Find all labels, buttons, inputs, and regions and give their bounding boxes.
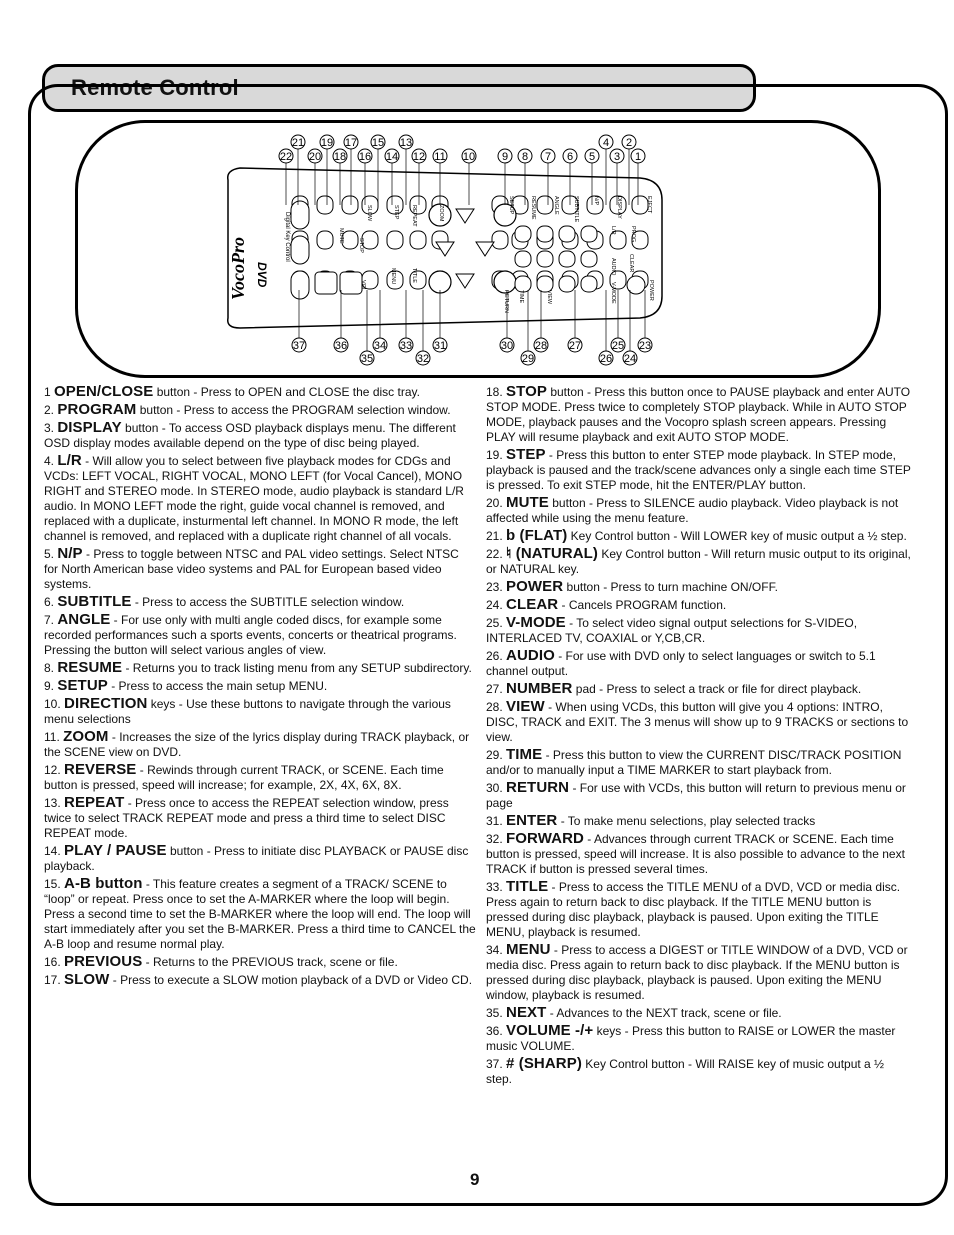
- item-description: pad - Press to select a track or file for direct playback.: [572, 682, 862, 696]
- number-key: [559, 251, 575, 267]
- item-description: - Returns to the PREVIOUS track, scene or file.: [142, 955, 398, 969]
- number-key: [581, 251, 597, 267]
- callout-number: 33: [399, 340, 413, 352]
- item-number: 25.: [486, 616, 507, 630]
- callout-24: [623, 351, 637, 365]
- callout-number: 4: [602, 137, 610, 149]
- description-item: [44, 546, 476, 592]
- digital-key-control-label: Digital Key Control: [284, 212, 290, 262]
- callout-number: 10: [462, 151, 476, 163]
- description-item: [44, 762, 476, 793]
- description-item: [486, 813, 912, 829]
- callout-17: [344, 135, 358, 149]
- remote-button: [492, 231, 508, 249]
- item-number: 8.: [44, 661, 58, 675]
- callout-number: 18: [333, 151, 347, 163]
- item-term: REPEAT: [64, 794, 125, 811]
- item-description: button - To access OSD playback displays menu. The different OSD display modes available depend on the type of disc being played.: [44, 421, 456, 450]
- item-description: button - Press to SILENCE audio playback. Video playback is not affected while using the menu feature.: [486, 496, 899, 525]
- item-number: 28.: [486, 700, 507, 714]
- item-description: - Advances to the NEXT track, scene or file.: [546, 1006, 782, 1020]
- callout-number: 24: [623, 353, 637, 365]
- descriptions-left-column: [44, 384, 476, 990]
- item-description: - Press to toggle between NTSC and PAL video settings. Select NTSC for North American base video systems and PAL for European based video systems.: [44, 547, 459, 591]
- remote-button-label: VOL: [360, 280, 366, 292]
- key-control-button: [291, 201, 309, 229]
- item-term: V-MODE: [506, 614, 566, 631]
- item-description: keys - Use these buttons to navigate through the various menu selections: [44, 697, 451, 726]
- item-number: 15.: [44, 877, 65, 891]
- callout-27: [568, 338, 582, 352]
- callout-15: [371, 135, 385, 149]
- callout-number: 7: [544, 151, 552, 163]
- description-item: [486, 1005, 912, 1021]
- remote-button-label: STOP: [358, 238, 364, 253]
- description-item: [44, 696, 476, 727]
- description-item: [44, 972, 476, 988]
- remote-button-label: ZOOM: [438, 205, 444, 222]
- remote-illustration: [0, 0, 954, 400]
- description-item: [486, 615, 912, 646]
- callout-1: [631, 149, 645, 163]
- item-number: 21.: [486, 529, 507, 543]
- item-number: 5.: [44, 547, 58, 561]
- callout-number: 15: [371, 137, 385, 149]
- item-term: ANGLE: [57, 611, 111, 628]
- callout-number: 1: [634, 151, 642, 163]
- callout-number: 37: [292, 340, 306, 352]
- item-term: TITLE: [506, 878, 549, 895]
- item-number: 7.: [44, 613, 58, 627]
- item-term: ♮ (NATURAL): [506, 545, 599, 562]
- callout-number: 19: [320, 137, 334, 149]
- item-number: 12.: [44, 763, 65, 777]
- item-term: OPEN/CLOSE: [54, 383, 154, 400]
- item-number: 34.: [486, 943, 507, 957]
- item-number: 31.: [486, 814, 507, 828]
- description-item: [44, 729, 476, 760]
- callout-number: 12: [412, 151, 426, 163]
- item-number: 20.: [486, 496, 507, 510]
- callout-number: 30: [500, 340, 514, 352]
- volume-minus-button: [315, 272, 337, 294]
- callout-4: [599, 135, 613, 149]
- number-key: [581, 226, 597, 242]
- callout-3: [610, 149, 624, 163]
- callout-number: 35: [360, 353, 374, 365]
- descriptions-right-column: [486, 384, 912, 1089]
- description-item: [486, 546, 912, 577]
- item-number: 16.: [44, 955, 65, 969]
- number-key: [581, 276, 597, 292]
- item-number: 13.: [44, 796, 65, 810]
- callout-26: [599, 351, 613, 365]
- callout-number: 23: [638, 340, 652, 352]
- item-number: 9.: [44, 679, 58, 693]
- item-term: ZOOM: [63, 728, 109, 745]
- remote-button: [410, 231, 426, 249]
- description-item: [486, 1056, 912, 1087]
- description-item: [44, 420, 476, 451]
- callout-number: 36: [334, 340, 348, 352]
- callout-32: [416, 351, 430, 365]
- item-description: - Rewinds through current TRACK, or SCENE. Each time button is pressed, speed will increase; for example, 2X, 4X, 6X, 8X.: [44, 763, 444, 792]
- item-number: 22.: [486, 547, 507, 561]
- description-item: [44, 795, 476, 841]
- description-item: [486, 384, 912, 445]
- description-item: [44, 954, 476, 970]
- callout-number: 32: [416, 353, 430, 365]
- callout-35: [360, 351, 374, 365]
- remote-button-label: DISPLAY: [616, 196, 622, 219]
- remote-button-label: VIEW: [546, 290, 552, 305]
- remote-button: [317, 231, 333, 249]
- callout-20: [308, 149, 322, 163]
- item-number: 6.: [44, 595, 58, 609]
- item-description: - Press to access a DIGEST or TITLE WINDOW of a DVD, VCD or media disc. Press again to return back to disc playback. If the MENU button is pressed during disc playback, playback is paused. Upon exiting the MENU window, playback is resumed.: [486, 943, 908, 1002]
- item-number: 2.: [44, 403, 58, 417]
- item-description: Key Control button - Will RAISE key of music output a ½ step.: [486, 1057, 885, 1086]
- description-item: [486, 648, 912, 679]
- callout-number: 20: [308, 151, 322, 163]
- description-item: [486, 579, 912, 595]
- item-description: - Press once to access the REPEAT selection window, press twice to select TRACK REPEAT mode and press a third time to select DISC REPEAT mode.: [44, 796, 449, 840]
- description-item: [44, 843, 476, 874]
- item-description: - Increases the size of the lyrics display during TRACK playback, or the SCENE view on DVD.: [44, 730, 470, 759]
- description-item: [486, 447, 912, 493]
- callout-number: 31: [433, 340, 447, 352]
- item-term: ENTER: [506, 812, 558, 829]
- item-term: NEXT: [506, 1004, 547, 1021]
- item-term: N/P: [57, 545, 83, 562]
- item-number: 4.: [44, 454, 58, 468]
- callout-30: [500, 338, 514, 352]
- description-item: [486, 1023, 912, 1054]
- item-description: button - Press to OPEN and CLOSE the disc tray.: [153, 385, 420, 399]
- callout-number: 14: [385, 151, 399, 163]
- brand-logo: VocoPro: [228, 237, 248, 300]
- description-item: [486, 831, 912, 877]
- description-item: [44, 384, 476, 400]
- remote-button-label: CLEAR: [628, 254, 634, 273]
- number-key: [537, 251, 553, 267]
- item-number: 35.: [486, 1006, 507, 1020]
- callout-22: [279, 149, 293, 163]
- item-number: 1: [44, 385, 55, 399]
- remote-button-label: SLOW: [366, 205, 372, 222]
- callout-6: [563, 149, 577, 163]
- description-item: [44, 612, 476, 658]
- item-term: MUTE: [506, 494, 549, 511]
- item-term: CLEAR: [506, 596, 559, 613]
- callout-12: [412, 149, 426, 163]
- callout-13: [399, 135, 413, 149]
- item-number: 32.: [486, 832, 507, 846]
- item-term: VIEW: [506, 698, 545, 715]
- remote-button-label: MENU: [390, 268, 396, 285]
- callout-37: [292, 338, 306, 352]
- callout-2: [622, 135, 636, 149]
- callout-number: 3: [613, 151, 621, 163]
- item-term: PLAY / PAUSE: [64, 842, 167, 859]
- item-term: TIME: [506, 746, 543, 763]
- remote-button-label: STEP: [393, 205, 399, 220]
- remote-button-label: V-MODE: [610, 282, 616, 304]
- item-description: Key Control button - Will return music output to its original, or NATURAL key.: [486, 547, 911, 576]
- dvd-logo: DVD: [255, 262, 269, 288]
- item-number: 27.: [486, 682, 507, 696]
- item-term: POWER: [506, 578, 564, 595]
- remote-button: [632, 196, 648, 214]
- callout-number: 34: [373, 340, 387, 352]
- item-description: - Press to access the SUBTITLE selection window.: [131, 595, 405, 609]
- callout-number: 11: [434, 151, 446, 163]
- callout-16: [358, 149, 372, 163]
- item-description: - This feature creates a segment of a TRACK/ SCENE to “loop” or repeat. Press once to set the A-MARKER where the loop will begin. Press a second time to set the B-MARKER where the loop will end. The loop will start immediately after you set the B-MARKER. Press a third time to CANCEL the A-B loop and resume normal play.: [44, 877, 476, 951]
- remote-button: [342, 196, 358, 214]
- volume-plus-button: [340, 272, 362, 294]
- callout-number: 28: [534, 340, 548, 352]
- item-number: 36.: [486, 1024, 507, 1038]
- item-term: AUDIO: [506, 647, 555, 664]
- item-description: - Press this button to view the CURRENT DISC/TRACK POSITION and/or to manually input a TIME MARKER to start playback from.: [486, 748, 902, 777]
- callout-36: [334, 338, 348, 352]
- key-control-button: [291, 271, 309, 299]
- description-item: [486, 879, 912, 940]
- number-key: [559, 226, 575, 242]
- item-description: - Cancels PROGRAM function.: [558, 598, 727, 612]
- number-key: [515, 251, 531, 267]
- key-control-button: [291, 236, 309, 264]
- item-description: button - Press to access the PROGRAM selection window.: [136, 403, 451, 417]
- callout-number: 27: [568, 340, 582, 352]
- callout-number: 13: [399, 137, 413, 149]
- remote-button-label: RESUME: [530, 196, 536, 220]
- remote-button-label: MUTE: [338, 228, 344, 244]
- item-number: 23.: [486, 580, 507, 594]
- item-term: A-B button: [64, 875, 143, 892]
- item-description: - For use only with multi angle coded discs, for example some recorded performances such a sports events, concerts or theatrical programs. Pressing the button will select various angles of view.: [44, 613, 457, 657]
- item-description: - Will allow you to select between five playback modes for CDGs and VCDs: LEFT VOCAL, RIGHT VOCAL, MONO LEFT (for Vocal Cancel), MONO RIGHT and STEREO mode. In STEREO mode, audio playback is standard L/R audio. In MONO LEFT mode the right, guide vocal channel is removed, and replaced with a duplicate, insturmental left channel. In MONO R mode, the left channel is removed, and replaced with a duplicate right channel of all vocals.: [44, 454, 464, 543]
- callout-number: 2: [625, 137, 633, 149]
- item-term: L/R: [57, 452, 82, 469]
- callout-5: [585, 149, 599, 163]
- description-item: [486, 747, 912, 778]
- callout-number: 8: [521, 151, 529, 163]
- item-number: 37.: [486, 1057, 507, 1071]
- callout-8: [518, 149, 532, 163]
- item-term: NUMBER: [506, 680, 573, 697]
- item-description: button - Press to turn machine ON/OFF.: [563, 580, 778, 594]
- item-term: REVERSE: [64, 761, 137, 778]
- callout-7: [541, 149, 555, 163]
- callout-19: [320, 135, 334, 149]
- callout-31: [433, 338, 447, 352]
- item-term: STOP: [506, 383, 547, 400]
- item-term: SETUP: [57, 677, 108, 694]
- description-item: [486, 681, 912, 697]
- item-number: 17.: [44, 973, 65, 987]
- remote-button-label: ANGLE: [553, 196, 559, 215]
- remote-button-label: TIME: [518, 290, 524, 304]
- round-button: [429, 271, 451, 293]
- remote-button: [537, 196, 553, 214]
- callout-18: [333, 149, 347, 163]
- remote-button: [387, 231, 403, 249]
- number-key: [515, 226, 531, 242]
- item-description: - Advances through current TRACK or SCENE. Each time button is pressed, speed will increase. It is also possible to advance to the next TRACK if button is pressed several times.: [486, 832, 905, 876]
- item-number: 19.: [486, 448, 507, 462]
- item-term: DIRECTION: [64, 695, 148, 712]
- callout-number: 21: [291, 137, 305, 149]
- description-item: [44, 594, 476, 610]
- callout-number: 25: [611, 340, 625, 352]
- item-description: - To select video signal output selections for S-VIDEO, INTERLACED TV, COAXIAL or Y,CB,CR.: [486, 616, 858, 645]
- number-key: [537, 226, 553, 242]
- item-term: VOLUME -/+: [506, 1022, 594, 1039]
- remote-button-label: L/R: [610, 226, 616, 235]
- item-term: MENU: [506, 941, 551, 958]
- remote-button-label: EJECT: [646, 196, 652, 214]
- callout-21: [291, 135, 305, 149]
- item-term: RETURN: [506, 779, 570, 796]
- description-item: [486, 528, 912, 544]
- callout-number: 17: [344, 137, 358, 149]
- item-number: 33.: [486, 880, 507, 894]
- description-item: [486, 780, 912, 811]
- item-number: 29.: [486, 748, 507, 762]
- callout-10: [462, 149, 476, 163]
- item-description: - Press to access the main setup MENU.: [107, 679, 328, 693]
- item-number: 11.: [44, 730, 64, 744]
- description-item: [44, 402, 476, 418]
- description-item: [44, 876, 476, 952]
- item-term: RESUME: [57, 659, 123, 676]
- item-term: DISPLAY: [57, 419, 122, 436]
- callout-11: [433, 149, 447, 163]
- callout-number: 6: [566, 151, 574, 163]
- callout-25: [611, 338, 625, 352]
- description-item: [486, 942, 912, 1003]
- callout-34: [373, 338, 387, 352]
- callout-23: [638, 338, 652, 352]
- remote-button-label: POWER: [648, 280, 654, 301]
- callout-29: [521, 351, 535, 365]
- description-item: [486, 495, 912, 526]
- remote-button-label: REPEAT: [411, 205, 417, 227]
- number-key: [559, 276, 575, 292]
- callout-14: [385, 149, 399, 163]
- item-description: - Press to access the TITLE MENU of a DVD, VCD or media disc. Press again to return back to disc playback. If the TITLE MENU button is pressed during disc playback, playback is paused. Upon exiting the TITLE MENU, playback is resumed.: [486, 880, 901, 939]
- remote-button-label: SUBTITLE: [573, 196, 579, 223]
- item-term: SLOW: [64, 971, 110, 988]
- remote-button-label: TITLE: [411, 268, 417, 283]
- item-term: PROGRAM: [57, 401, 137, 418]
- callout-number: 29: [521, 353, 535, 365]
- item-number: 18.: [486, 385, 507, 399]
- item-number: 3.: [44, 421, 58, 435]
- item-description: - To make menu selections, play selected tracks: [557, 814, 816, 828]
- callout-number: 22: [279, 151, 293, 163]
- remote-button: [317, 196, 333, 214]
- item-number: 14.: [44, 844, 65, 858]
- remote-button-label: RETURN: [503, 290, 509, 313]
- remote-button-label: PROG: [630, 226, 636, 243]
- item-term: # (SHARP): [506, 1055, 582, 1072]
- item-description: Key Control button - Will LOWER key of music output a ½ step.: [567, 529, 907, 543]
- callout-number: 5: [588, 151, 596, 163]
- item-number: 10.: [44, 697, 65, 711]
- item-term: SUBTITLE: [57, 593, 132, 610]
- page-title: Remote Control: [71, 75, 239, 100]
- item-description: button - Press this button once to PAUSE playback and enter AUTO STOP MODE. Press twice to completely STOP playback. While in AUTO STOP MODE, playback pauses and the Vocopro splash screen appears. Pressing PLAY will resume playback and exit AUTO STOP MODE.: [486, 385, 911, 444]
- item-description: - For use with VCDs, this button will return to previous menu or page: [486, 781, 906, 810]
- callout-28: [534, 338, 548, 352]
- description-item: [486, 699, 912, 745]
- item-description: button - Press to initiate disc PLAYBACK or PAUSE disc playback.: [44, 844, 469, 873]
- callout-33: [399, 338, 413, 352]
- callout-9: [498, 149, 512, 163]
- item-description: - Returns you to track listing menu from any SETUP subdirectory.: [122, 661, 472, 675]
- item-number: 26.: [486, 649, 507, 663]
- item-term: b (FLAT): [506, 527, 568, 544]
- item-term: PREVIOUS: [64, 953, 143, 970]
- description-item: [44, 660, 476, 676]
- remote-button-label: N/P: [593, 196, 599, 206]
- callout-number: 26: [599, 353, 613, 365]
- item-description: - Press to execute a SLOW motion playback of a DVD or Video CD.: [109, 973, 473, 987]
- item-number: 24.: [486, 598, 507, 612]
- remote-button-label: SETUP: [508, 196, 514, 215]
- page-number: 9: [470, 1170, 480, 1189]
- item-term: STEP: [506, 446, 546, 463]
- description-item: [44, 453, 476, 544]
- item-description: - For use with DVD only to select languages or switch to 5.1 channel output.: [486, 649, 876, 678]
- remote-button-label: AUDIO: [610, 258, 616, 276]
- item-number: 30.: [486, 781, 507, 795]
- item-term: FORWARD: [506, 830, 584, 847]
- callout-number: 16: [358, 151, 372, 163]
- item-description: keys - Press this button to RAISE or LOWER the master music VOLUME.: [486, 1024, 896, 1053]
- callout-number: 9: [501, 151, 509, 163]
- item-description: - Press this button to enter STEP mode playback. In STEP mode, playback is paused and the track/scene advances only a single each time STEP is pressed. To exit STEP mode, hit the ENTER/PLAY button.: [486, 448, 911, 492]
- description-item: [44, 678, 476, 694]
- item-description: - When using VCDs, this button will give you 4 options: INTRO, DISC, TRACK and EXIT. The 3 menus will show up to 9 TRACKS or sections to view.: [486, 700, 909, 744]
- description-item: [486, 597, 912, 613]
